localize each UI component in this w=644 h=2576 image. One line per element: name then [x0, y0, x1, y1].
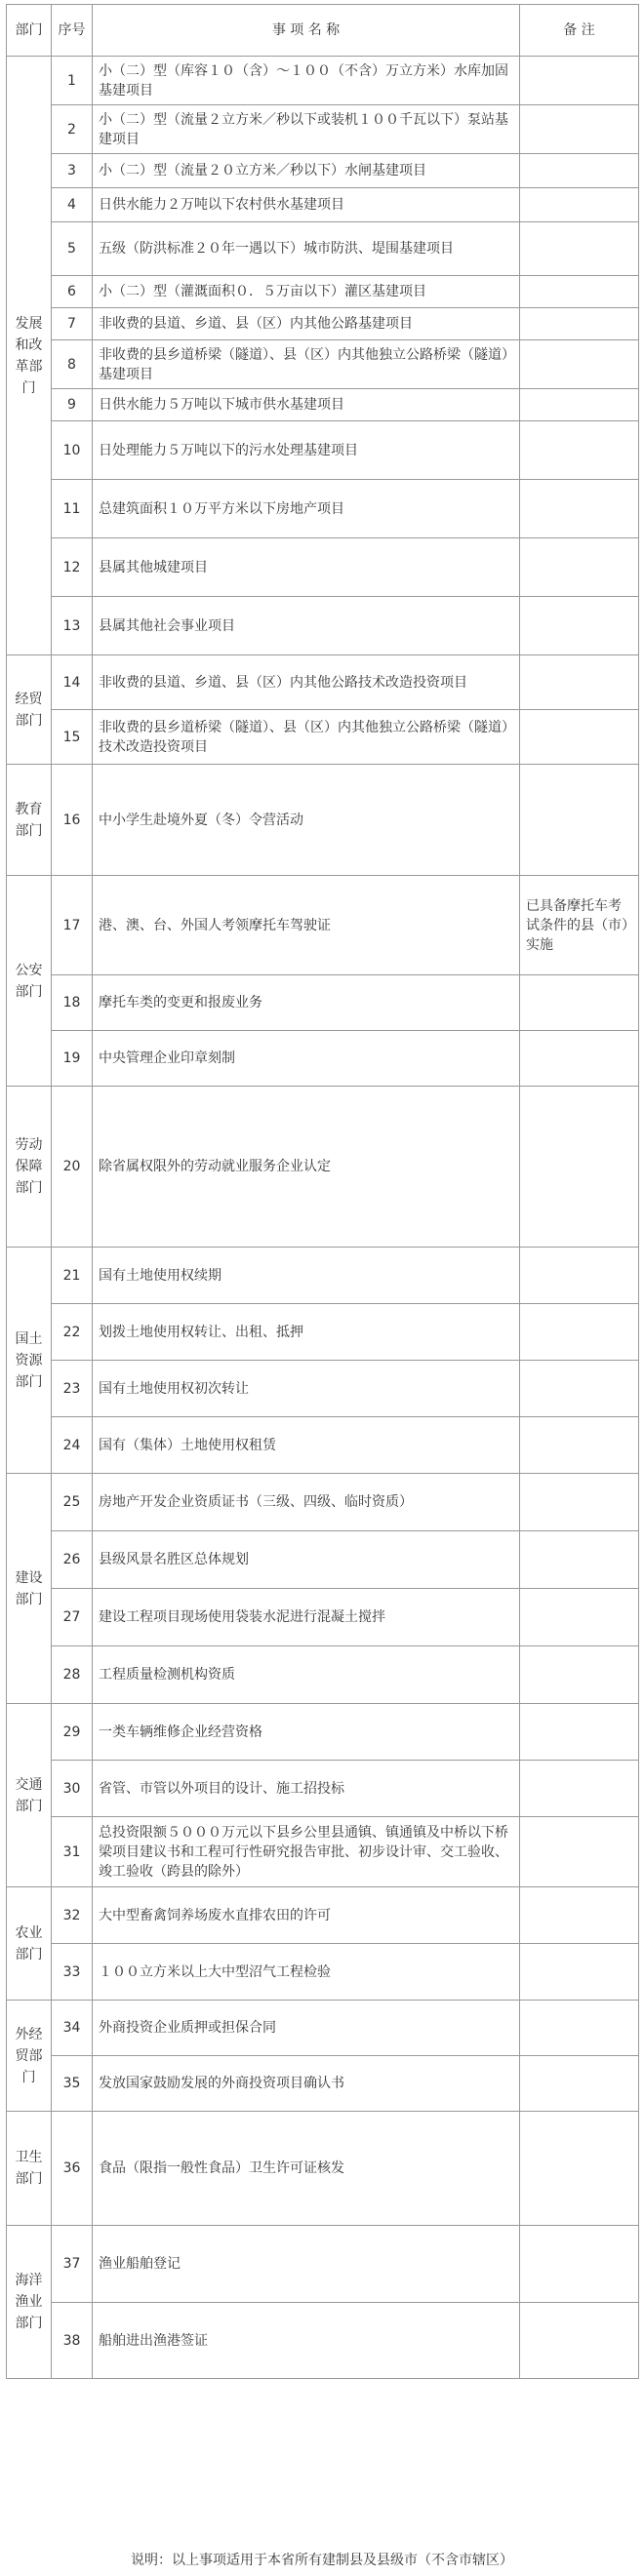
num-cell: 28: [52, 1646, 93, 1704]
item-cell: 国有（集体）土地使用权租赁: [93, 1417, 520, 1474]
dept-cell: 国土资源部门: [7, 1248, 52, 1474]
item-cell: 小（二）型（灌溉面积０．５万亩以下）灌区基建项目: [93, 276, 520, 308]
item-cell: 小（二）型（库容１０（含）～１００（不含）万立方米）水库加固基建项目: [93, 57, 520, 105]
note-cell: [520, 2056, 639, 2112]
num-cell: 6: [52, 276, 93, 308]
note-cell: [520, 1531, 639, 1589]
table-row: [7, 1887, 639, 1944]
item-cell: 五级（防洪标准２０年一遇以下）城市防洪、堤围基建项目: [93, 222, 520, 276]
note-cell: [520, 1361, 639, 1417]
header-item: 事 项 名 称: [93, 5, 520, 57]
table-row: [7, 340, 639, 389]
table-row: [7, 710, 639, 765]
note-cell: [520, 421, 639, 480]
table-row: [7, 1944, 639, 2001]
dept-cell: 交通部门: [7, 1704, 52, 1887]
num-cell: 1: [52, 57, 93, 105]
table-row: [7, 1589, 639, 1646]
num-cell: 17: [52, 876, 93, 975]
num-cell: 35: [52, 2056, 93, 2112]
num-cell: 37: [52, 2226, 93, 2303]
table-row: [7, 538, 639, 597]
note-cell: [520, 222, 639, 276]
table-row: [7, 2056, 639, 2112]
note-cell: [520, 340, 639, 389]
num-cell: 11: [52, 480, 93, 538]
table-row: [7, 876, 639, 975]
num-cell: 8: [52, 340, 93, 389]
note-cell: [520, 1474, 639, 1531]
note-cell: [520, 1761, 639, 1817]
item-cell: 日处理能力５万吨以下的污水处理基建项目: [93, 421, 520, 480]
note-cell: [520, 975, 639, 1031]
table-row: [7, 105, 639, 154]
note-cell: [520, 1944, 639, 2001]
header-num: 序号: [52, 5, 93, 57]
item-cell: 总投资限额５０００万元以下县乡公里县通镇、镇通镇及中桥以下桥梁项目建议书和工程可行性研究报告审批、初步设计审、交工验收、竣工验收（跨县的除外）: [93, 1817, 520, 1887]
num-cell: 14: [52, 655, 93, 710]
num-cell: 5: [52, 222, 93, 276]
num-cell: 18: [52, 975, 93, 1031]
item-cell: 省管、市管以外项目的设计、施工招投标: [93, 1761, 520, 1817]
table-row: [7, 2303, 639, 2379]
table-row: [7, 1304, 639, 1361]
num-cell: 12: [52, 538, 93, 597]
table-row: [7, 1531, 639, 1589]
item-cell: 总建筑面积１０万平方米以下房地产项目: [93, 480, 520, 538]
table-row: [7, 1817, 639, 1887]
note-cell: [520, 276, 639, 308]
note-cell: [520, 597, 639, 655]
num-cell: 15: [52, 710, 93, 765]
note-cell: [520, 2226, 639, 2303]
num-cell: 25: [52, 1474, 93, 1531]
table-row: [7, 1087, 639, 1248]
num-cell: 33: [52, 1944, 93, 2001]
table-row: [7, 421, 639, 480]
num-cell: 23: [52, 1361, 93, 1417]
item-cell: １００立方米以上大中型沼气工程检验: [93, 1944, 520, 2001]
dept-cell: 公安部门: [7, 876, 52, 1087]
note-cell: [520, 1887, 639, 1944]
item-cell: 港、澳、台、外国人考领摩托车驾驶证: [93, 876, 520, 975]
table-row: [7, 2112, 639, 2226]
item-cell: 一类车辆维修企业经营资格: [93, 1704, 520, 1761]
num-cell: 30: [52, 1761, 93, 1817]
num-cell: 19: [52, 1031, 93, 1087]
item-cell: 日供水能力２万吨以下农村供水基建项目: [93, 188, 520, 222]
num-cell: 7: [52, 308, 93, 340]
table-row: [7, 57, 639, 105]
table-row: [7, 1248, 639, 1304]
table-row: [7, 2226, 639, 2303]
table-row: [7, 2001, 639, 2056]
table-row: [7, 655, 639, 710]
num-cell: 26: [52, 1531, 93, 1589]
dept-cell: 卫生部门: [7, 2112, 52, 2226]
item-cell: 小（二）型（流量２０立方米／秒以下）水闸基建项目: [93, 154, 520, 188]
num-cell: 38: [52, 2303, 93, 2379]
dept-cell: 发展和改革部门: [7, 57, 52, 655]
item-cell: 县级风景名胜区总体规划: [93, 1531, 520, 1589]
footer-note: 说明：以上事项适用于本省所有建制县及县级市（不含市辖区）: [131, 2553, 513, 2568]
table-body: [7, 57, 639, 2379]
item-cell: 渔业船舶登记: [93, 2226, 520, 2303]
note-cell: [520, 57, 639, 105]
dept-cell: 劳动保障部门: [7, 1087, 52, 1248]
item-cell: 食品（限指一般性食品）卫生许可证核发: [93, 2112, 520, 2226]
num-cell: 3: [52, 154, 93, 188]
item-cell: 日供水能力５万吨以下城市供水基建项目: [93, 389, 520, 421]
item-cell: 外商投资企业质押或担保合同: [93, 2001, 520, 2056]
item-cell: 房地产开发企业资质证书（三级、四级、临时资质）: [93, 1474, 520, 1531]
num-cell: 27: [52, 1589, 93, 1646]
table-row: [7, 1646, 639, 1704]
item-cell: 建设工程项目现场使用袋装水泥进行混凝土搅拌: [93, 1589, 520, 1646]
table-row: [7, 1031, 639, 1087]
table-row: [7, 765, 639, 876]
item-cell: 小（二）型（流量２立方米／秒以下或装机１００千瓦以下）泵站基建项目: [93, 105, 520, 154]
table-row: [7, 308, 639, 340]
num-cell: 20: [52, 1087, 93, 1248]
dept-cell: 经贸部门: [7, 655, 52, 765]
note-cell: [520, 480, 639, 538]
item-cell: 中央管理企业印章刻制: [93, 1031, 520, 1087]
dept-cell: 农业部门: [7, 1887, 52, 2001]
table-row: [7, 975, 639, 1031]
num-cell: 21: [52, 1248, 93, 1304]
table-row: [7, 1761, 639, 1817]
item-cell: 大中型畜禽饲养场废水直排农田的许可: [93, 1887, 520, 1944]
note-cell: [520, 1704, 639, 1761]
item-cell: 工程质量检测机构资质: [93, 1646, 520, 1704]
note-cell: [520, 710, 639, 765]
item-cell: 县属其他社会事业项目: [93, 597, 520, 655]
note-cell: [520, 1248, 639, 1304]
note-cell: [520, 1087, 639, 1248]
num-cell: 2: [52, 105, 93, 154]
item-cell: 划拨土地使用权转让、出租、抵押: [93, 1304, 520, 1361]
note-cell: [520, 389, 639, 421]
note-cell: [520, 1031, 639, 1087]
dept-cell: 海洋渔业部门: [7, 2226, 52, 2379]
item-cell: 县属其他城建项目: [93, 538, 520, 597]
item-cell: 船舶进出渔港签证: [93, 2303, 520, 2379]
note-cell: 已具备摩托车考试条件的县（市）实施: [520, 876, 639, 975]
item-cell: 除省属权限外的劳动就业服务企业认定: [93, 1087, 520, 1248]
note-cell: [520, 1304, 639, 1361]
table-row: [7, 222, 639, 276]
item-cell: 中小学生赴境外夏（冬）令营活动: [93, 765, 520, 876]
table-row: [7, 1417, 639, 1474]
table-row: [7, 480, 639, 538]
header-note: 备 注: [520, 5, 639, 57]
items-table: [6, 4, 639, 2379]
note-cell: [520, 188, 639, 222]
table-row: [7, 188, 639, 222]
item-cell: 非收费的县乡道桥梁（隧道）、县（区）内其他独立公路桥梁（隧道）基建项目: [93, 340, 520, 389]
num-cell: 9: [52, 389, 93, 421]
item-cell: 非收费的县乡道桥梁（隧道）、县（区）内其他独立公路桥梁（隧道）技术改造投资项目: [93, 710, 520, 765]
table-row: [7, 276, 639, 308]
note-cell: [520, 308, 639, 340]
note-cell: [520, 2303, 639, 2379]
num-cell: 34: [52, 2001, 93, 2056]
note-cell: [520, 765, 639, 876]
num-cell: 29: [52, 1704, 93, 1761]
note-cell: [520, 105, 639, 154]
item-cell: 非收费的县道、乡道、县（区）内其他公路基建项目: [93, 308, 520, 340]
num-cell: 4: [52, 188, 93, 222]
item-cell: 国有土地使用权续期: [93, 1248, 520, 1304]
num-cell: 16: [52, 765, 93, 876]
header-dept: 部门: [7, 5, 52, 57]
table-header-row: [7, 5, 639, 57]
item-cell: 国有土地使用权初次转让: [93, 1361, 520, 1417]
item-cell: 非收费的县道、乡道、县（区）内其他公路技术改造投资项目: [93, 655, 520, 710]
table-row: [7, 1361, 639, 1417]
item-cell: 摩托车类的变更和报废业务: [93, 975, 520, 1031]
note-cell: [520, 154, 639, 188]
dept-cell: 教育部门: [7, 765, 52, 876]
note-cell: [520, 538, 639, 597]
table-row: [7, 1704, 639, 1761]
note-cell: [520, 1646, 639, 1704]
num-cell: 24: [52, 1417, 93, 1474]
num-cell: 13: [52, 597, 93, 655]
num-cell: 32: [52, 1887, 93, 1944]
table-row: [7, 154, 639, 188]
item-cell: 发放国家鼓励发展的外商投资项目确认书: [93, 2056, 520, 2112]
note-cell: [520, 655, 639, 710]
note-cell: [520, 1589, 639, 1646]
dept-cell: 外经贸部门: [7, 2001, 52, 2112]
note-cell: [520, 1817, 639, 1887]
table-row: [7, 389, 639, 421]
table-row: [7, 597, 639, 655]
dept-cell: 建设部门: [7, 1474, 52, 1704]
note-cell: [520, 1417, 639, 1474]
num-cell: 31: [52, 1817, 93, 1887]
note-cell: [520, 2112, 639, 2226]
num-cell: 36: [52, 2112, 93, 2226]
num-cell: 22: [52, 1304, 93, 1361]
num-cell: 10: [52, 421, 93, 480]
note-cell: [520, 2001, 639, 2056]
table-row: [7, 1474, 639, 1531]
